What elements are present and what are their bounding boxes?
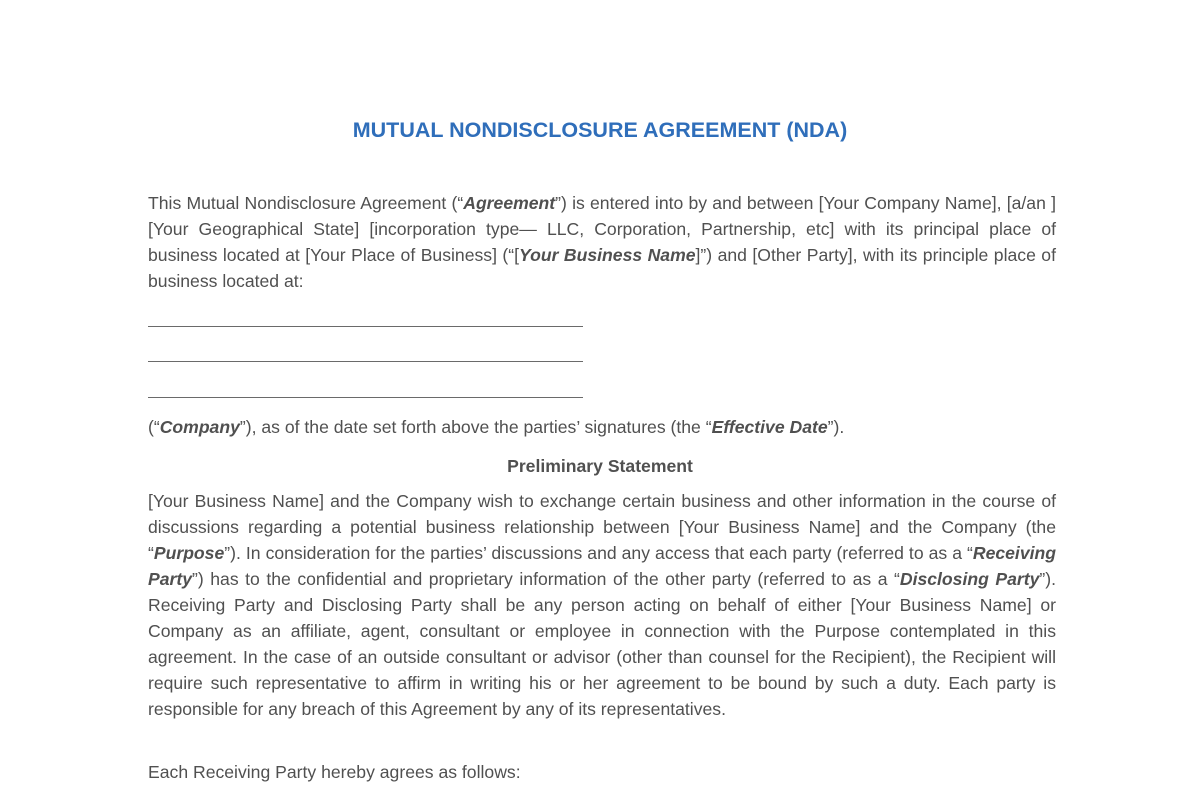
- address-line-2: [148, 361, 583, 362]
- preliminary-paragraph: [148, 488, 1056, 722]
- closing-line: Each Receiving Party hereby agrees as follows:: [148, 762, 521, 782]
- company-definition: [148, 414, 1056, 440]
- preliminary-text-1: [Your Business Name] and the Company wish to exchange certain business and other information in the course of discussions regarding a potential business relationship between [Your Business Name] and the Company (the “: [148, 491, 1056, 563]
- company-text-1: (“: [148, 417, 160, 437]
- agreement-term: Agreement: [463, 193, 556, 213]
- purpose-term: Purpose: [153, 543, 225, 563]
- address-line-1: [148, 326, 583, 327]
- company-text-2: ”), as of the date set forth above the parties’ signatures (the “: [239, 417, 712, 437]
- preliminary-statement-heading: Preliminary Statement: [507, 456, 693, 476]
- disclosing-party-term: Disclosing Party: [899, 569, 1040, 589]
- preliminary-text-4: ”). Receiving Party and Disclosing Party shall be any person acting on behalf of either [Your Business Name] or Company as an affiliate, agent, consultant or employee in connection with the Purpose contemplated in this agreement. In the case of an outside consultant or advisor (other than counsel for the Recipient), the Recipient will require such representative to affirm in writing his or her agreement to be bound by such a duty. Each party is responsible for any breach of this Agreement by any of its representatives.: [148, 569, 1056, 719]
- company-term: Company: [159, 417, 240, 437]
- intro-text-3: ]”) and [Other Party], with its principle place of business located at:: [148, 245, 1056, 291]
- intro-text-2: ”) is entered into by and between [Your Company Name], [a/an ] [Your Geographical State] [incorporation type— LLC, Corporation, Partnership, etc] with its principal place of business located at [Your Place of Business] (“[: [148, 193, 1056, 265]
- intro-text-1: This Mutual Nondisclosure Agreement (“: [148, 193, 464, 213]
- intro-paragraph: [148, 190, 1056, 294]
- effective-date-term: Effective Date: [711, 417, 828, 437]
- receiving-party-term: Receiving Party: [148, 543, 1056, 589]
- document-title: MUTUAL NONDISCLOSURE AGREEMENT (NDA): [352, 118, 848, 142]
- company-text-3: ”).: [827, 417, 845, 437]
- preliminary-text-3: ”) has to the confidential and proprietary information of the other party (referred to as a “: [192, 569, 900, 589]
- business-name-term: Your Business Name: [519, 245, 696, 265]
- preliminary-text-2: ”). In consideration for the parties’ discussions and any access that each party (referred to as a “: [224, 543, 973, 563]
- address-line-3: [148, 397, 583, 398]
